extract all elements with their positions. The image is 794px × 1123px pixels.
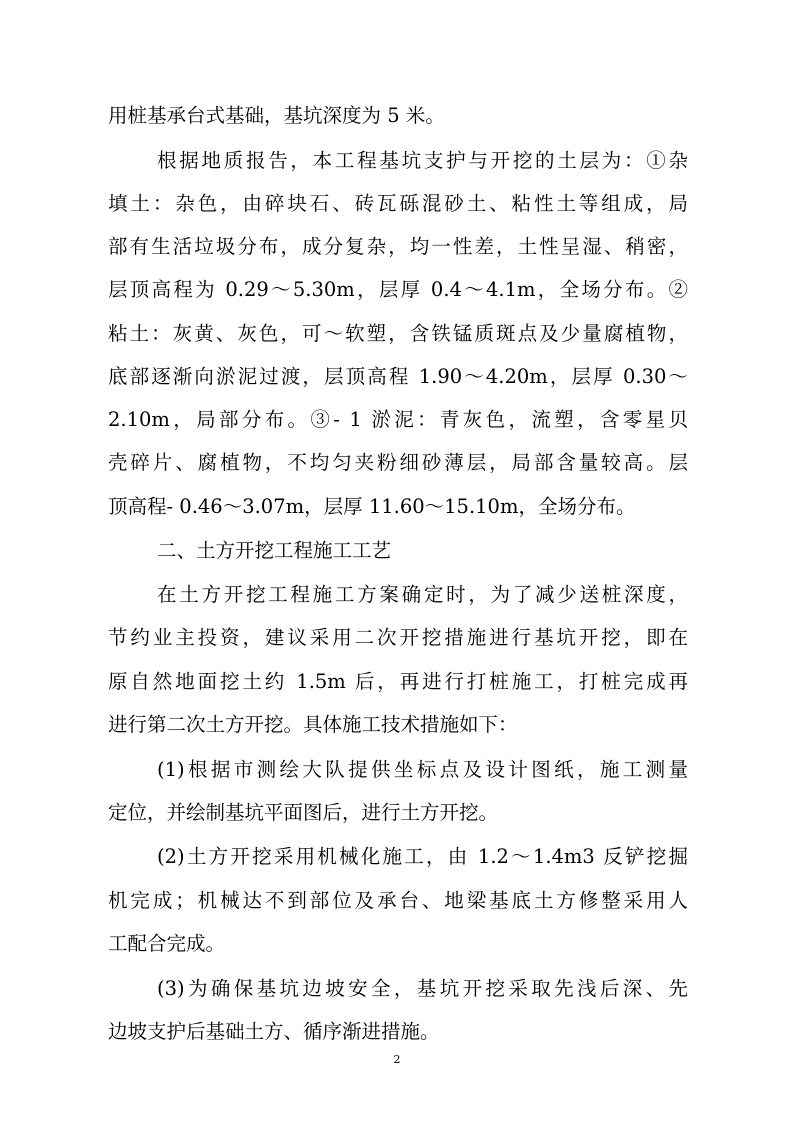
text-line: 在土方开挖工程施工方案确定时，为了减少送桩深度， bbox=[157, 583, 688, 606]
text-line: 用桩基承台式基础，基坑深度为 5 米。 bbox=[108, 104, 445, 127]
text-line: (2)土方开挖采用机械化施工，由 1.2～1.4m3 反铲挖掘 bbox=[157, 845, 688, 868]
text-line: 根据地质报告，本工程基坑支护与开挖的土层为：①杂 bbox=[157, 149, 688, 172]
section-heading: 二、土方开挖工程施工工艺 bbox=[157, 539, 392, 562]
text-line: 壳碎片、腐植物，不均匀夹粉细砂薄层，局部含量较高。层 bbox=[108, 451, 688, 474]
text-line: 机完成；机械达不到部位及承台、地梁基底土方修整采用人 bbox=[108, 889, 688, 912]
text-line: 进行第二次土方开挖。具体施工技术措施如下： bbox=[108, 713, 518, 736]
text-line: 边坡支护后基础土方、循序渐进措施。 bbox=[108, 1020, 440, 1043]
text-line: 粘土：灰黄、灰色，可～软塑，含铁锰质斑点及少量腐植物， bbox=[108, 322, 688, 345]
text-line: 顶高程- 0.46～3.07m，层厚 11.60～15.10m，全场分布。 bbox=[108, 495, 636, 518]
text-line: (3)为确保基坑边坡安全，基坑开挖采取先浅后深、先 bbox=[157, 977, 688, 1000]
text-line: 定位，并绘制基坑平面图后，进行土方开挖。 bbox=[108, 801, 499, 824]
text-line: 填土：杂色，由碎块石、砖瓦砾混砂土、粘性土等组成，局 bbox=[108, 192, 688, 215]
text-line: 部有生活垃圾分布，成分复杂，均一性差，土性呈湿、稍密， bbox=[108, 235, 688, 258]
text-line: (1)根据市测绘大队提供坐标点及设计图纸，施工测量 bbox=[157, 758, 688, 781]
text-line: 底部逐渐向淤泥过渡，层顶高程 1.90～4.20m，层厚 0.30～ bbox=[108, 365, 688, 388]
text-line: 原自然地面挖土约 1.5m 后，再进行打桩施工，打桩完成再 bbox=[108, 670, 688, 693]
text-line: 节约业主投资，建议采用二次开挖措施进行基坑开挖，即在 bbox=[108, 626, 688, 649]
text-line: 工配合完成。 bbox=[108, 932, 226, 955]
text-line: 2.10m，局部分布。③- 1 淤泥：青灰色，流塑，含零星贝 bbox=[108, 408, 688, 431]
page-number: 2 bbox=[393, 1053, 401, 1066]
text-line: 层顶高程为 0.29～5.30m，层厚 0.4～4.1m，全场分布。② bbox=[108, 278, 688, 301]
